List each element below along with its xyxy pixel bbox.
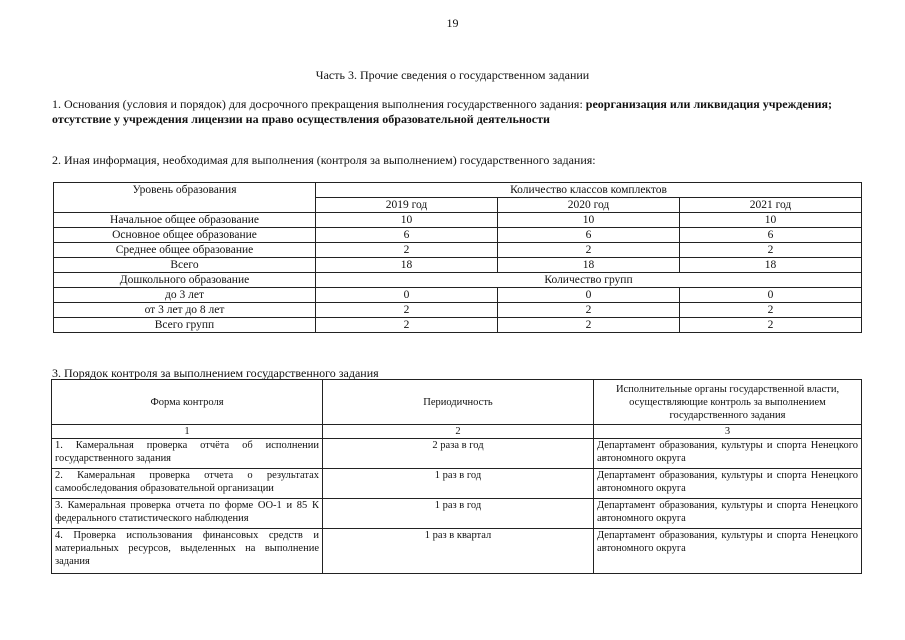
- row-label: от 3 лет до 8 лет: [54, 303, 316, 318]
- control-form: 4. Проверка использования финансовых средств и материальных ресурсов, выделенных на выполнение задания: [52, 529, 323, 574]
- row-label: до 3 лет: [54, 288, 316, 303]
- row-label: Среднее общее образование: [54, 243, 316, 258]
- row-value: 0: [316, 288, 498, 303]
- control-authority: Департамент образования, культуры и спорта Ненецкого автономного округа: [594, 469, 862, 499]
- table-row: [54, 303, 862, 318]
- table-row: [52, 529, 862, 574]
- table-row: [52, 439, 862, 469]
- header-year: 2019 год: [316, 198, 498, 213]
- row-label: Начальное общее образование: [54, 213, 316, 228]
- header-year: 2020 год: [498, 198, 680, 213]
- table-row: [54, 213, 862, 228]
- row-value: 0: [680, 288, 862, 303]
- row-value: 2: [680, 318, 862, 333]
- control-authority: Департамент образования, культуры и спорта Ненецкого автономного округа: [594, 529, 862, 574]
- control-form: 3. Камеральная проверка отчета по форме ОО-1 и 85 К федерального статистического наблюдения: [52, 499, 323, 529]
- control-authority: Департамент образования, культуры и спорта Ненецкого автономного округа: [594, 439, 862, 469]
- row-value: 6: [498, 228, 680, 243]
- table-row: [54, 243, 862, 258]
- header-authority: Исполнительные органы государственной власти, осуществляющие контроль за выполнением государственного задания: [594, 380, 862, 425]
- table-row: [54, 228, 862, 243]
- education-levels-table: [53, 182, 862, 333]
- column-number: 3: [594, 425, 862, 439]
- control-form: 2. Камеральная проверка отчета о результатах самообследования образовательной организации: [52, 469, 323, 499]
- row-value: 2: [316, 318, 498, 333]
- section1-prefix: 1. Основания (условия и порядок) для досрочного прекращения выполнения государственного задания:: [52, 97, 586, 111]
- table-row: [52, 469, 862, 499]
- control-procedure-table: [51, 379, 862, 574]
- row-value: 2: [316, 303, 498, 318]
- page-number: 19: [446, 16, 459, 30]
- section1-paragraph: [52, 97, 862, 127]
- row-value: 2: [498, 243, 680, 258]
- table-row: [54, 318, 862, 333]
- header-classes: Количество классов комплектов: [316, 183, 862, 198]
- table-row: [54, 258, 862, 273]
- row-value: 18: [316, 258, 498, 273]
- table-row: [54, 288, 862, 303]
- row-value: 2: [498, 303, 680, 318]
- table-row: [52, 499, 862, 529]
- row-value: 10: [316, 213, 498, 228]
- row-value: 18: [498, 258, 680, 273]
- column-number: 2: [323, 425, 594, 439]
- row-value: 6: [316, 228, 498, 243]
- header-form: Форма контроля: [52, 380, 323, 425]
- row-value: 10: [498, 213, 680, 228]
- header-year: 2021 год: [680, 198, 862, 213]
- column-number: 1: [52, 425, 323, 439]
- row-label: Всего: [54, 258, 316, 273]
- row-value: 2: [498, 318, 680, 333]
- control-authority: Департамент образования, культуры и спорта Ненецкого автономного округа: [594, 499, 862, 529]
- section3-title: 3. Порядок контроля за выполнением государственного задания: [52, 366, 379, 380]
- row-label: Всего групп: [54, 318, 316, 333]
- row-value: 0: [498, 288, 680, 303]
- row-label: Основное общее образование: [54, 228, 316, 243]
- row-value: 10: [680, 213, 862, 228]
- row-value: 18: [680, 258, 862, 273]
- row-value: 2: [680, 303, 862, 318]
- row-value: 6: [680, 228, 862, 243]
- control-form: 1. Камеральная проверка отчёта об исполнении государственного задания: [52, 439, 323, 469]
- control-periodicity: 1 раз в год: [323, 469, 594, 499]
- control-periodicity: 2 раза в год: [323, 439, 594, 469]
- header-groups: Количество групп: [316, 273, 862, 288]
- part-title: Часть 3. Прочие сведения о государственном задании: [315, 68, 590, 82]
- preschool-label: Дошкольного образование: [54, 273, 316, 288]
- section1-bold-text: реорганизация или ликвидация учреждения; отсутствие у учреждения лицензии на право осуществления образовательной деятельности: [52, 97, 832, 126]
- control-periodicity: 1 раз в год: [323, 499, 594, 529]
- control-periodicity: 1 раз в квартал: [323, 529, 594, 574]
- row-value: 2: [680, 243, 862, 258]
- row-value: 2: [316, 243, 498, 258]
- section2-title: 2. Иная информация, необходимая для выполнения (контроля за выполнением) государственного задания:: [52, 153, 596, 167]
- header-periodicity: Периодичность: [323, 380, 594, 425]
- header-level: Уровень образования: [54, 183, 316, 213]
